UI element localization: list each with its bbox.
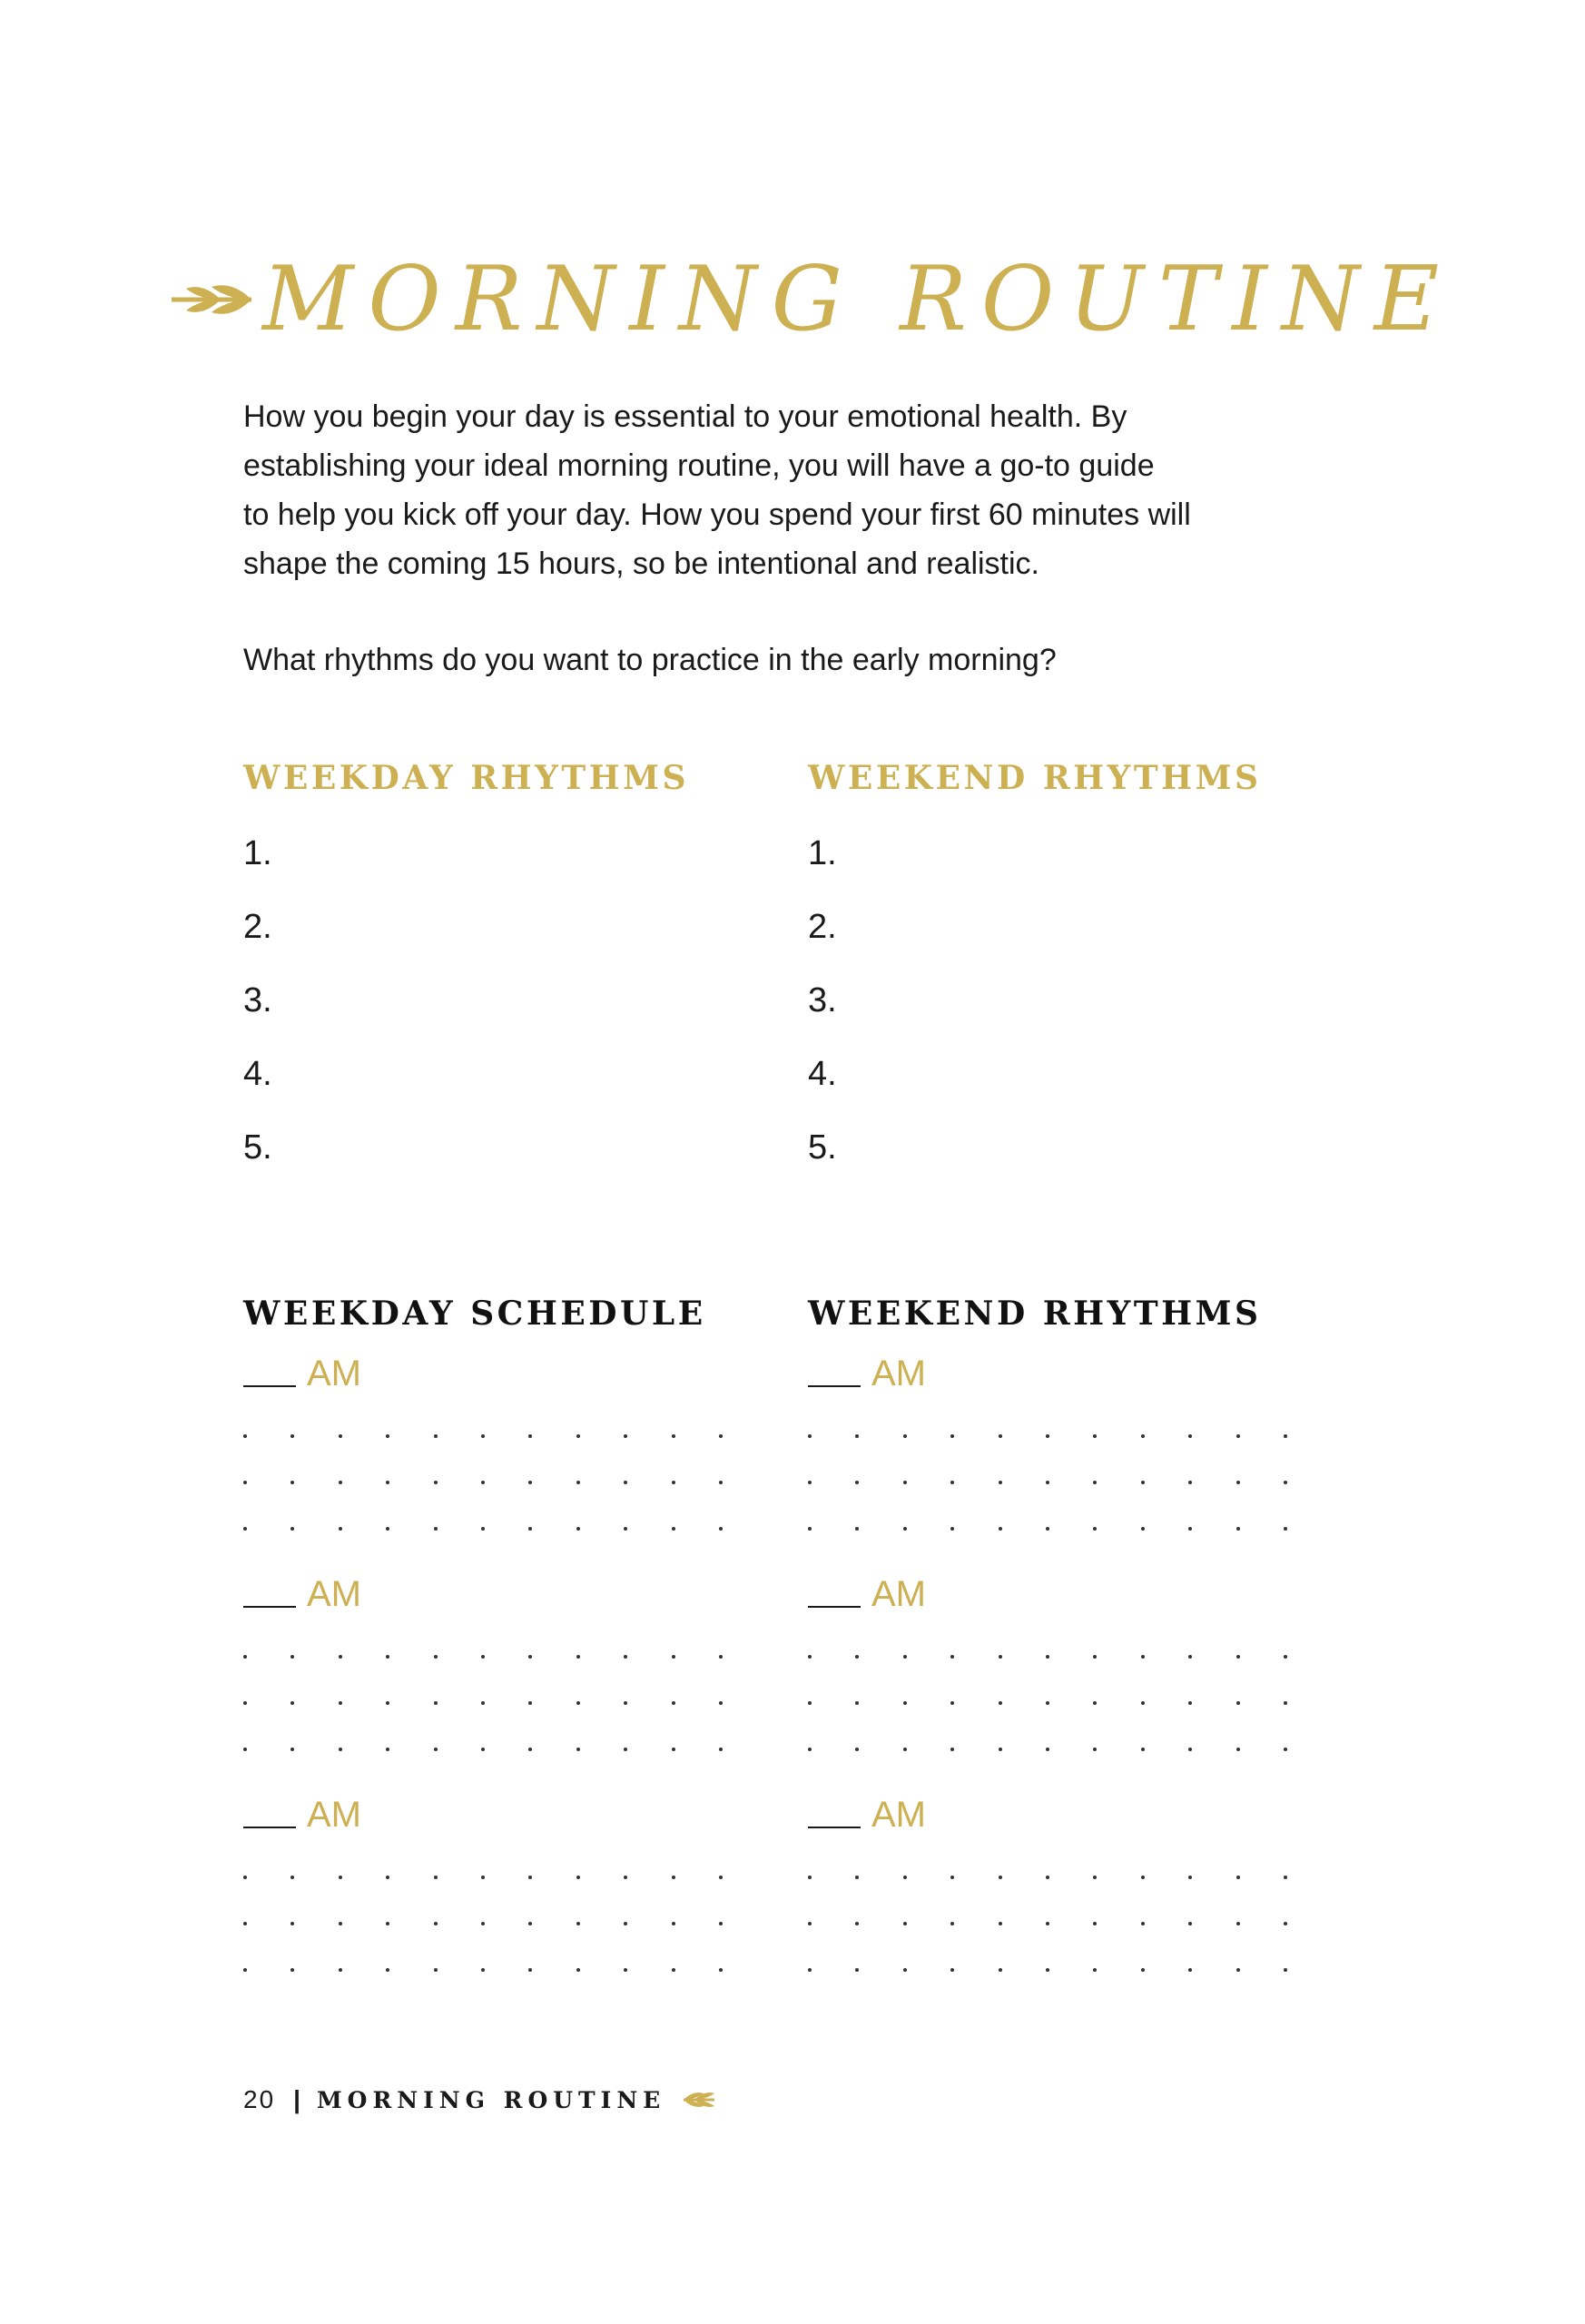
dot — [999, 1434, 1002, 1438]
dot — [1141, 1527, 1145, 1531]
dot — [243, 1527, 247, 1531]
schedule-slot — [808, 1336, 1316, 1557]
dot — [576, 1481, 580, 1484]
dot — [1236, 1434, 1240, 1438]
dot-grid — [243, 1633, 723, 1772]
dot — [808, 1527, 812, 1531]
dot — [386, 1968, 389, 1972]
dot — [481, 1527, 485, 1531]
dot — [950, 1481, 954, 1484]
dot — [855, 1701, 859, 1705]
schedule-slot — [243, 1557, 752, 1777]
dot — [808, 1748, 812, 1751]
dot — [719, 1481, 723, 1484]
dot — [1284, 1968, 1287, 1972]
schedule-slot — [808, 1777, 1316, 1998]
weekday-rhythms-heading: WEEKDAY RHYTHMS — [243, 759, 689, 797]
am-label: AM — [871, 1795, 926, 1835]
dot — [808, 1481, 812, 1484]
intro-line: How you begin your day is essential to your emotional health. By — [243, 399, 1127, 434]
dot — [903, 1655, 907, 1659]
dot — [855, 1434, 859, 1438]
dot — [1284, 1701, 1287, 1705]
dot — [528, 1968, 532, 1972]
time-blank — [808, 1385, 861, 1387]
dot — [1093, 1527, 1097, 1531]
dot — [999, 1527, 1002, 1531]
dot — [1236, 1876, 1240, 1879]
dot — [1141, 1922, 1145, 1925]
dot-row — [243, 1505, 723, 1551]
dot — [576, 1968, 580, 1972]
intro-paragraph — [243, 392, 1287, 588]
dot — [290, 1922, 294, 1925]
dot — [950, 1527, 954, 1531]
dot-grid — [808, 1633, 1287, 1772]
dot — [672, 1922, 675, 1925]
dot — [434, 1655, 438, 1659]
dot — [950, 1655, 954, 1659]
dot — [1141, 1748, 1145, 1751]
dot — [624, 1748, 627, 1751]
list-item: 5. — [808, 1128, 837, 1167]
dot — [950, 1968, 954, 1972]
am-label: AM — [871, 1574, 926, 1614]
dot-row — [243, 1854, 723, 1900]
dot — [1284, 1876, 1287, 1879]
dot-row — [808, 1633, 1287, 1679]
dot — [808, 1655, 812, 1659]
intro-line: to help you kick off your day. How you spend your first 60 minutes will — [243, 497, 1191, 532]
dot — [528, 1527, 532, 1531]
dot — [339, 1701, 342, 1705]
am-label: AM — [307, 1354, 361, 1393]
dot — [386, 1527, 389, 1531]
list-item: 1. — [808, 834, 837, 872]
dot — [1046, 1527, 1049, 1531]
time-blank — [808, 1827, 861, 1828]
dot — [434, 1481, 438, 1484]
dot — [434, 1434, 438, 1438]
list-item: 3. — [243, 981, 272, 1019]
dot — [290, 1748, 294, 1751]
time-slot-label — [243, 1792, 361, 1837]
dot — [481, 1481, 485, 1484]
dot — [339, 1968, 342, 1972]
time-slot-label — [808, 1571, 926, 1617]
dot — [903, 1748, 907, 1751]
dot — [672, 1968, 675, 1972]
dot — [576, 1527, 580, 1531]
dot — [719, 1968, 723, 1972]
dot — [243, 1481, 247, 1484]
dot — [672, 1434, 675, 1438]
dot — [339, 1655, 342, 1659]
dot — [1236, 1655, 1240, 1659]
dot — [1093, 1748, 1097, 1751]
dot — [719, 1701, 723, 1705]
dot — [481, 1655, 485, 1659]
dot — [290, 1876, 294, 1879]
dot — [1188, 1701, 1192, 1705]
dot — [999, 1701, 1002, 1705]
dot — [528, 1481, 532, 1484]
dot — [386, 1655, 389, 1659]
dot-row — [808, 1854, 1287, 1900]
dot-row — [243, 1459, 723, 1505]
dot — [1284, 1655, 1287, 1659]
dot — [624, 1434, 627, 1438]
dot-row — [243, 1633, 723, 1679]
dot — [481, 1968, 485, 1972]
dot — [719, 1748, 723, 1751]
dot — [290, 1655, 294, 1659]
page-footer — [243, 2079, 718, 2121]
am-label: AM — [307, 1795, 361, 1835]
dot — [1236, 1481, 1240, 1484]
time-blank — [808, 1606, 861, 1608]
dot — [1284, 1748, 1287, 1751]
dot — [243, 1655, 247, 1659]
dot — [243, 1876, 247, 1879]
page-title: MORNING ROUTINE — [262, 248, 1454, 351]
leaf-arrow-icon — [680, 2087, 718, 2112]
dot — [1284, 1527, 1287, 1531]
weekend-rhythms-section — [808, 755, 1316, 1185]
dot — [243, 1701, 247, 1705]
intro-line: establishing your ideal morning routine, you will have a go-to guide — [243, 448, 1155, 483]
dot — [386, 1748, 389, 1751]
dot — [386, 1701, 389, 1705]
time-blank — [243, 1827, 296, 1828]
dot — [719, 1922, 723, 1925]
dot — [950, 1922, 954, 1925]
dot — [290, 1481, 294, 1484]
dot — [855, 1922, 859, 1925]
dot — [1236, 1968, 1240, 1972]
dot-row — [243, 1900, 723, 1946]
weekend-rhythms-heading: WEEKEND RHYTHMS — [808, 759, 1262, 797]
dot — [576, 1655, 580, 1659]
dot — [290, 1701, 294, 1705]
page-number: 20 — [243, 2085, 276, 2113]
dot — [1236, 1748, 1240, 1751]
dot — [808, 1922, 812, 1925]
time-slot-label — [808, 1792, 926, 1837]
dot — [1141, 1876, 1145, 1879]
dot — [1141, 1701, 1145, 1705]
am-label: AM — [307, 1574, 361, 1614]
dot — [1093, 1922, 1097, 1925]
schedule-slot — [243, 1777, 752, 1998]
dot-grid — [243, 1854, 723, 1993]
dot — [243, 1968, 247, 1972]
dot — [719, 1876, 723, 1879]
intro-line: shape the coming 15 hours, so be intentional and realistic. — [243, 547, 1039, 581]
dot — [1188, 1655, 1192, 1659]
weekday-schedule-heading: WEEKDAY SCHEDULE — [243, 1295, 706, 1333]
dot — [1093, 1876, 1097, 1879]
dot — [434, 1876, 438, 1879]
dot — [999, 1655, 1002, 1659]
dot-row — [243, 1946, 723, 1993]
dot — [1141, 1968, 1145, 1972]
weekday-schedule-section — [243, 1291, 752, 1998]
dot — [576, 1748, 580, 1751]
dot — [290, 1527, 294, 1531]
dot — [528, 1655, 532, 1659]
list-item: 2. — [243, 908, 272, 946]
dot — [243, 1434, 247, 1438]
dot-row — [808, 1679, 1287, 1726]
dot — [1046, 1748, 1049, 1751]
dot — [481, 1701, 485, 1705]
time-slot-label — [243, 1571, 361, 1617]
dot — [903, 1701, 907, 1705]
dot — [290, 1434, 294, 1438]
dot — [672, 1481, 675, 1484]
dot — [624, 1527, 627, 1531]
dot — [481, 1748, 485, 1751]
dot — [576, 1701, 580, 1705]
time-blank — [243, 1385, 296, 1387]
dot — [624, 1922, 627, 1925]
dot — [624, 1968, 627, 1972]
dot — [481, 1922, 485, 1925]
dot — [576, 1922, 580, 1925]
dot — [1188, 1748, 1192, 1751]
dot-row — [808, 1413, 1287, 1459]
dot — [1188, 1968, 1192, 1972]
dot — [999, 1876, 1002, 1879]
prompt-question: What rhythms do you want to practice in the early morning? — [243, 643, 1057, 677]
dot — [481, 1876, 485, 1879]
dot — [1093, 1968, 1097, 1972]
dot — [1188, 1527, 1192, 1531]
list-item: 2. — [808, 908, 837, 946]
dot — [434, 1968, 438, 1972]
dot — [386, 1922, 389, 1925]
dot — [855, 1481, 859, 1484]
footer-separator: | — [293, 2085, 300, 2113]
dot-row — [808, 1900, 1287, 1946]
dot — [808, 1434, 812, 1438]
weekend-rhythms-list — [808, 817, 1316, 1185]
dot — [1046, 1968, 1049, 1972]
weekend-schedule-heading: WEEKEND RHYTHMS — [808, 1295, 1262, 1333]
list-item: 4. — [243, 1055, 272, 1093]
leaf-arrow-icon — [166, 272, 257, 327]
dot — [672, 1701, 675, 1705]
dot — [1046, 1434, 1049, 1438]
time-slot-label — [808, 1351, 926, 1396]
weekend-schedule-section — [808, 1291, 1316, 1998]
dot — [434, 1701, 438, 1705]
dot — [386, 1481, 389, 1484]
title-row — [166, 245, 1453, 354]
dot — [999, 1748, 1002, 1751]
dot — [339, 1527, 342, 1531]
dot-row — [808, 1726, 1287, 1772]
dot-grid — [808, 1413, 1287, 1551]
weekday-rhythms-list — [243, 817, 752, 1185]
dot — [339, 1481, 342, 1484]
dot — [434, 1922, 438, 1925]
dot — [950, 1876, 954, 1879]
dot-row — [808, 1946, 1287, 1993]
dot — [903, 1434, 907, 1438]
dot-grid — [243, 1413, 723, 1551]
list-item: 5. — [243, 1128, 272, 1167]
dot — [903, 1876, 907, 1879]
dot — [1141, 1481, 1145, 1484]
am-label: AM — [871, 1354, 926, 1393]
dot — [1188, 1481, 1192, 1484]
dot — [1236, 1527, 1240, 1531]
time-blank — [243, 1606, 296, 1608]
dot — [1141, 1434, 1145, 1438]
dot — [999, 1481, 1002, 1484]
dot — [1046, 1876, 1049, 1879]
footer-title: MORNING ROUTINE — [317, 2086, 666, 2113]
dot — [1284, 1434, 1287, 1438]
dot — [1093, 1701, 1097, 1705]
dot — [1188, 1434, 1192, 1438]
dot — [339, 1434, 342, 1438]
dot — [386, 1876, 389, 1879]
dot — [999, 1922, 1002, 1925]
dot — [950, 1701, 954, 1705]
dot — [999, 1968, 1002, 1972]
dot — [624, 1701, 627, 1705]
dot-row — [808, 1505, 1287, 1551]
dot — [808, 1968, 812, 1972]
dot — [1284, 1922, 1287, 1925]
dot — [855, 1876, 859, 1879]
dot — [672, 1655, 675, 1659]
time-slot-label — [243, 1351, 361, 1396]
dot — [1046, 1655, 1049, 1659]
dot-row — [243, 1679, 723, 1726]
dot — [719, 1527, 723, 1531]
dot — [855, 1968, 859, 1972]
dot — [386, 1434, 389, 1438]
dot — [1046, 1922, 1049, 1925]
dot-row — [808, 1459, 1287, 1505]
dot — [672, 1527, 675, 1531]
dot — [624, 1481, 627, 1484]
schedule-slot — [243, 1336, 752, 1557]
dot-row — [243, 1726, 723, 1772]
dot — [576, 1434, 580, 1438]
schedule-slot — [808, 1557, 1316, 1777]
dot — [855, 1527, 859, 1531]
dot — [903, 1481, 907, 1484]
dot — [1188, 1922, 1192, 1925]
dot — [528, 1748, 532, 1751]
dot — [855, 1655, 859, 1659]
dot-row — [243, 1413, 723, 1459]
dot — [1284, 1481, 1287, 1484]
list-item: 4. — [808, 1055, 837, 1093]
dot — [1093, 1655, 1097, 1659]
dot — [434, 1748, 438, 1751]
list-item: 3. — [808, 981, 837, 1019]
dot — [1236, 1922, 1240, 1925]
dot — [1141, 1655, 1145, 1659]
dot — [1046, 1481, 1049, 1484]
dot — [672, 1876, 675, 1879]
dot — [528, 1434, 532, 1438]
dot — [576, 1876, 580, 1879]
dot — [624, 1655, 627, 1659]
dot — [1093, 1481, 1097, 1484]
dot — [719, 1655, 723, 1659]
dot — [903, 1922, 907, 1925]
dot — [672, 1748, 675, 1751]
dot — [624, 1876, 627, 1879]
list-item: 1. — [243, 834, 272, 872]
dot — [1046, 1701, 1049, 1705]
dot — [1236, 1701, 1240, 1705]
dot — [528, 1922, 532, 1925]
dot — [1188, 1876, 1192, 1879]
dot — [290, 1968, 294, 1972]
dot — [528, 1701, 532, 1705]
dot — [903, 1968, 907, 1972]
weekday-rhythms-section — [243, 755, 752, 1185]
dot — [950, 1748, 954, 1751]
dot — [808, 1876, 812, 1879]
dot — [1093, 1434, 1097, 1438]
dot — [434, 1527, 438, 1531]
dot — [855, 1748, 859, 1751]
dot — [903, 1527, 907, 1531]
dot — [339, 1876, 342, 1879]
dot — [950, 1434, 954, 1438]
dot — [339, 1748, 342, 1751]
dot — [808, 1701, 812, 1705]
dot — [481, 1434, 485, 1438]
dot — [528, 1876, 532, 1879]
dot — [339, 1922, 342, 1925]
dot — [243, 1922, 247, 1925]
dot-grid — [808, 1854, 1287, 1993]
dot — [243, 1748, 247, 1751]
dot — [719, 1434, 723, 1438]
